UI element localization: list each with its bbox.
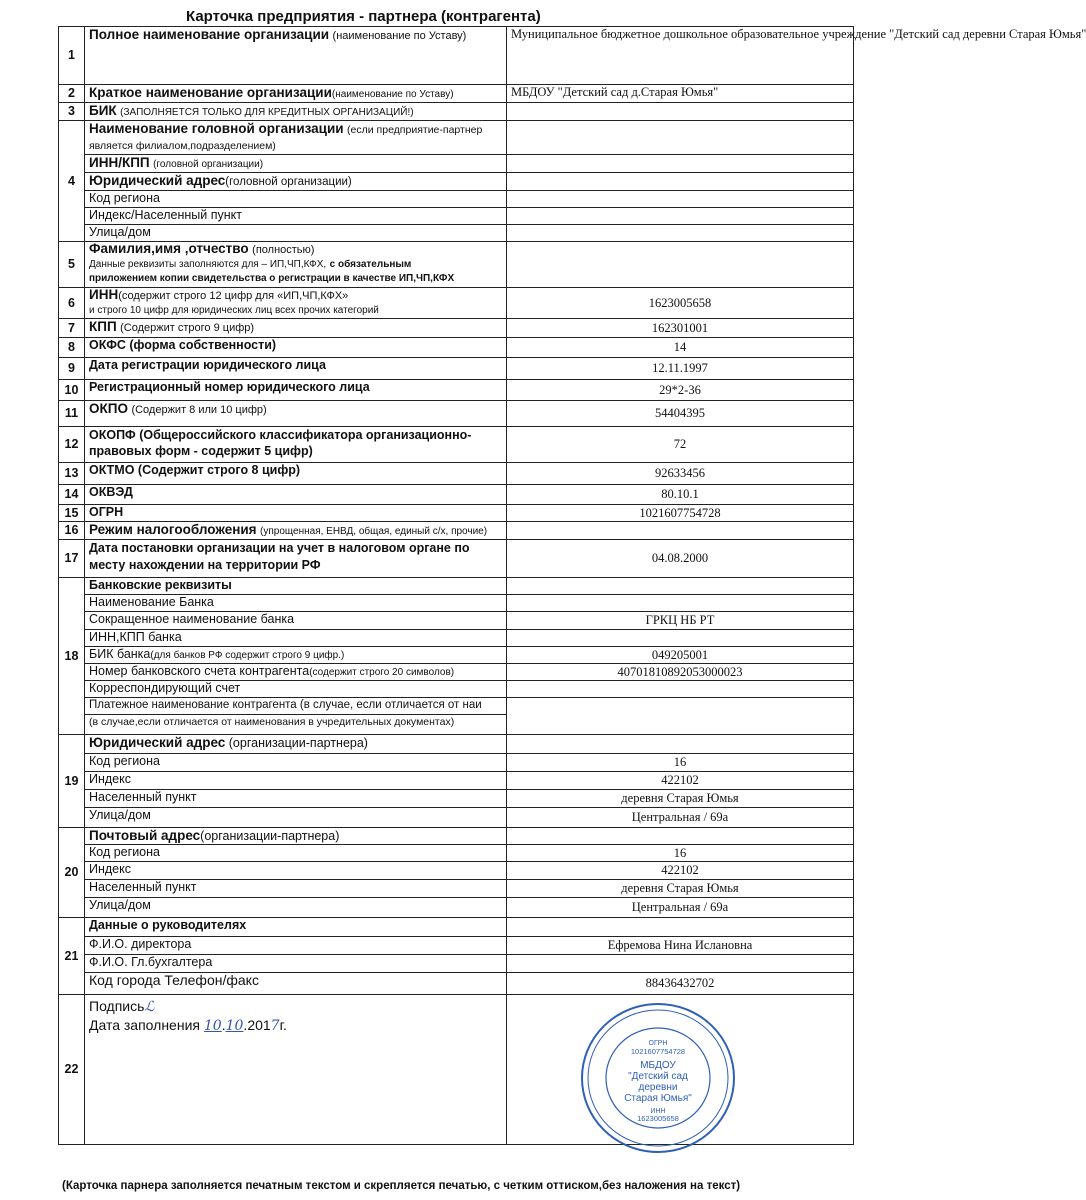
table-row [59, 754, 854, 772]
row-number: 18 [59, 578, 85, 735]
row-label: Режим налогообложения (упрощенная, ЕНВД, общая, единый с/х, прочие) [85, 522, 507, 540]
table-row [59, 380, 854, 401]
table-row [59, 103, 854, 121]
row-label: Регистрационный номер юридического лица [85, 380, 507, 401]
postal-city-value[interactable]: деревня Старая Юмья [507, 880, 854, 898]
row-label: ОКТМО (Содержит строго 8 цифр) [85, 463, 507, 485]
page-title: Карточка предприятия - партнера (контрагента) [186, 8, 541, 25]
table-row [59, 173, 854, 191]
row-label: БИК банка(для банков РФ содержит строго 9 цифр.) [85, 647, 507, 664]
table-row [59, 647, 854, 664]
row-number: 16 [59, 522, 85, 540]
row-label: Почтовый адрес(организации-партнера) [85, 828, 507, 845]
table-row [59, 358, 854, 380]
row-number: 6 [59, 288, 85, 319]
table-row [59, 288, 854, 319]
svg-text:"Детский сад: "Детский сад [628, 1071, 688, 1082]
head-region-value[interactable] [507, 191, 854, 208]
row-label: Код города Телефон/факс [85, 973, 507, 995]
bank-inn-value[interactable] [507, 630, 854, 647]
row-number: 19 [59, 735, 85, 828]
table-row [59, 845, 854, 862]
okopf-value[interactable]: 72 [507, 427, 854, 463]
row-label: Юридический адрес (организации-партнера) [85, 735, 507, 754]
row-number: 1 [59, 27, 85, 85]
table-row [59, 463, 854, 485]
postal-region-value[interactable]: 16 [507, 845, 854, 862]
bank-header-value [507, 578, 854, 595]
table-row [59, 427, 854, 463]
table-row [59, 828, 854, 845]
row-label: Индекс/Населенный пункт [85, 208, 507, 225]
table-row [59, 698, 854, 715]
row-number: 20 [59, 828, 85, 918]
row-label: Индекс [85, 862, 507, 880]
signature-mark: ℒ [144, 999, 155, 1015]
bank-short-value[interactable]: ГРКЦ НБ РТ [507, 612, 854, 630]
table-row [59, 808, 854, 828]
fio-value[interactable] [507, 242, 854, 288]
row-number: 8 [59, 338, 85, 358]
inn-value[interactable]: 1623005658 [507, 288, 854, 319]
row-label: Населенный пункт [85, 880, 507, 898]
table-row [59, 880, 854, 898]
row-number: 12 [59, 427, 85, 463]
legal-street-value[interactable]: Центральная / 69а [507, 808, 854, 828]
table-row [59, 485, 854, 505]
row-label: ОГРН [85, 505, 507, 522]
svg-text:МБДОУ: МБДОУ [640, 1060, 676, 1071]
svg-text:деревни: деревни [638, 1082, 678, 1093]
row-number: 4 [59, 121, 85, 242]
tax-registration-date-value[interactable]: 04.08.2000 [507, 540, 854, 578]
row-label: Платежное наименование контрагента (в случае, если отличается от наи [85, 698, 507, 715]
row-number: 17 [59, 540, 85, 578]
row-label: БИК (ЗАПОЛНЯЕТСЯ ТОЛЬКО ДЛЯ КРЕДИТНЫХ ОРГАНИЗАЦИЙ!) [85, 103, 507, 121]
table-row [59, 973, 854, 995]
table-row [59, 898, 854, 918]
registration-number-value[interactable]: 29*2-36 [507, 380, 854, 401]
svg-text:ОГРН: ОГРН [648, 1040, 668, 1047]
row-label: ИНН,КПП банка [85, 630, 507, 647]
table-row [59, 681, 854, 698]
row-label: ОКОПФ (Общероссийского классификатора организационно-правовых форм - содержит 5 цифр) [85, 427, 507, 463]
row-number: 21 [59, 918, 85, 995]
row-number: 15 [59, 505, 85, 522]
row-number: 10 [59, 380, 85, 401]
row-label: ИНН(содержит строго 12 цифр для «ИП,ЧП,КФХ» и строго 10 цифр для юридических лиц всех прочих категорий [85, 288, 507, 319]
row-number: 14 [59, 485, 85, 505]
row-label: Полное наименование организации (наименование по Уставу) [85, 27, 507, 85]
svg-text:1021607754728: 1021607754728 [630, 1047, 686, 1056]
table-row [59, 595, 854, 612]
table-row [59, 85, 854, 103]
row-label: Корреспондирующий счет [85, 681, 507, 698]
table-row [59, 242, 854, 288]
table-row [59, 664, 854, 681]
row-number: 9 [59, 358, 85, 380]
row-label: (в случае,если отличается от наименования в учредительных документах) [85, 715, 507, 735]
head-inn-value[interactable] [507, 155, 854, 173]
row-label: Фамилия,имя ,отчество (полностью) Данные реквизиты заполняются для – ИП,ЧП,КФХ, с обязательным приложением копии свидетельства о регистрации в качестве ИП,ЧП,КФХ [85, 242, 507, 288]
oktmo-value[interactable]: 92633456 [507, 463, 854, 485]
row-label: Дата постановки организации на учет в налоговом органе по месту нахождении на территории РФ [85, 540, 507, 578]
okved-value[interactable]: 80.10.1 [507, 485, 854, 505]
account-number-value[interactable]: 40701810892053000023 [507, 664, 854, 681]
accountant-value[interactable] [507, 955, 854, 973]
row-number: 7 [59, 319, 85, 338]
svg-text:Старая Юмья": Старая Юмья" [624, 1093, 692, 1104]
row-label: Банковские реквизиты [85, 578, 507, 595]
row-label: Сокращенное наименование банка [85, 612, 507, 630]
managers-header [507, 918, 854, 937]
postal-address-header [507, 828, 854, 845]
row-label: Ф.И.О. директора [85, 937, 507, 955]
bank-name-value[interactable] [507, 595, 854, 612]
partner-card-table [58, 26, 1086, 1145]
phone-value[interactable]: 88436432702 [507, 973, 854, 995]
row-number: 11 [59, 401, 85, 427]
table-row [59, 27, 854, 85]
table-row [59, 955, 854, 973]
corr-account-value[interactable] [507, 681, 854, 698]
registration-date-value[interactable]: 12.11.1997 [507, 358, 854, 380]
bank-bik-value[interactable]: 049205001 [507, 647, 854, 664]
postal-street-value[interactable]: Центральная / 69а [507, 898, 854, 918]
row-label: ОКФС (форма собственности) [85, 338, 507, 358]
row-label: КПП (Содержит строго 9 цифр) [85, 319, 507, 338]
signature-block: Подписьℒ Дата заполнения 10.10.2017г. [85, 995, 507, 1145]
head-index-value[interactable] [507, 208, 854, 225]
row-number: 22 [59, 995, 85, 1145]
row-label: Наименование Банка [85, 595, 507, 612]
legal-region-value[interactable]: 16 [507, 754, 854, 772]
table-row [59, 772, 854, 790]
tax-regime-value[interactable] [507, 522, 854, 540]
table-row [59, 338, 854, 358]
row-label: Дата регистрации юридического лица [85, 358, 507, 380]
payment-name-value[interactable] [507, 698, 854, 735]
full-name-value[interactable]: Муниципальное бюджетное дошкольное образовательное учреждение "Детский сад деревни Старая Юмья" [507, 27, 854, 85]
table-row [59, 191, 854, 208]
table-row [59, 121, 854, 155]
row-label: Ф.И.О. Гл.бухгалтера [85, 955, 507, 973]
row-label: Код региона [85, 191, 507, 208]
kpp-value[interactable]: 162301001 [507, 319, 854, 338]
table-row [59, 862, 854, 880]
row-label: ОКПО (Содержит 8 или 10 цифр) [85, 401, 507, 427]
row-label: Данные о руководителях [85, 918, 507, 937]
svg-text:1623005658: 1623005658 [637, 1114, 679, 1123]
table-row [59, 790, 854, 808]
table-row [59, 735, 854, 754]
row-label: Код региона [85, 845, 507, 862]
table-row [59, 937, 854, 955]
table-row [59, 208, 854, 225]
table-row [59, 918, 854, 937]
row-label: Наименование головной организации (если предприятие-партнер является филиалом,подразделением) [85, 121, 507, 155]
legal-index-value[interactable]: 422102 [507, 772, 854, 790]
row-number: 13 [59, 463, 85, 485]
table-row [59, 578, 854, 595]
row-label: Код региона [85, 754, 507, 772]
postal-index-value[interactable]: 422102 [507, 862, 854, 880]
svg-text:ИНН: ИНН [650, 1108, 666, 1115]
row-number: 5 [59, 242, 85, 288]
official-stamp [578, 998, 738, 1158]
legal-city-value[interactable]: деревня Старая Юмья [507, 790, 854, 808]
table-row [59, 401, 854, 427]
row-number: 2 [59, 85, 85, 103]
director-value[interactable]: Ефремова Нина Ислановна [507, 937, 854, 955]
row-number: 3 [59, 103, 85, 121]
row-label: Номер банковского счета контрагента(содержит строго 20 символов) [85, 664, 507, 681]
bik-value[interactable] [507, 103, 854, 121]
table-row [59, 522, 854, 540]
row-label: Краткое наименование организации(наименование по Уставу) [85, 85, 507, 103]
head-org-value[interactable] [507, 121, 854, 155]
okpo-value[interactable]: 54404395 [507, 401, 854, 427]
row-label: Улица/дом [85, 225, 507, 242]
table-row [59, 612, 854, 630]
table-row [59, 505, 854, 522]
ogrn-value[interactable]: 1021607754728 [507, 505, 854, 522]
table-row [59, 630, 854, 647]
table-row [59, 155, 854, 173]
table-row [59, 319, 854, 338]
row-label: Улица/дом [85, 898, 507, 918]
row-label: Населенный пункт [85, 790, 507, 808]
table-row [59, 225, 854, 242]
row-label: ОКВЭД [85, 485, 507, 505]
table-row [59, 540, 854, 578]
legal-address-header [507, 735, 854, 754]
row-label: Юридический адрес(головной организации) [85, 173, 507, 191]
row-label: ИНН/КПП (головной организации) [85, 155, 507, 173]
footer-note: (Карточка парнера заполняется печатным текстом и скрепляется печатью, с четким оттиском,без наложения на текст) [62, 1180, 741, 1192]
row-label: Индекс [85, 772, 507, 790]
short-name-value[interactable]: МБДОУ "Детский сад д.Старая Юмья" [507, 85, 854, 103]
row-label: Улица/дом [85, 808, 507, 828]
okfs-value[interactable]: 14 [507, 338, 854, 358]
head-street-value[interactable] [507, 225, 854, 242]
head-address-value[interactable] [507, 173, 854, 191]
